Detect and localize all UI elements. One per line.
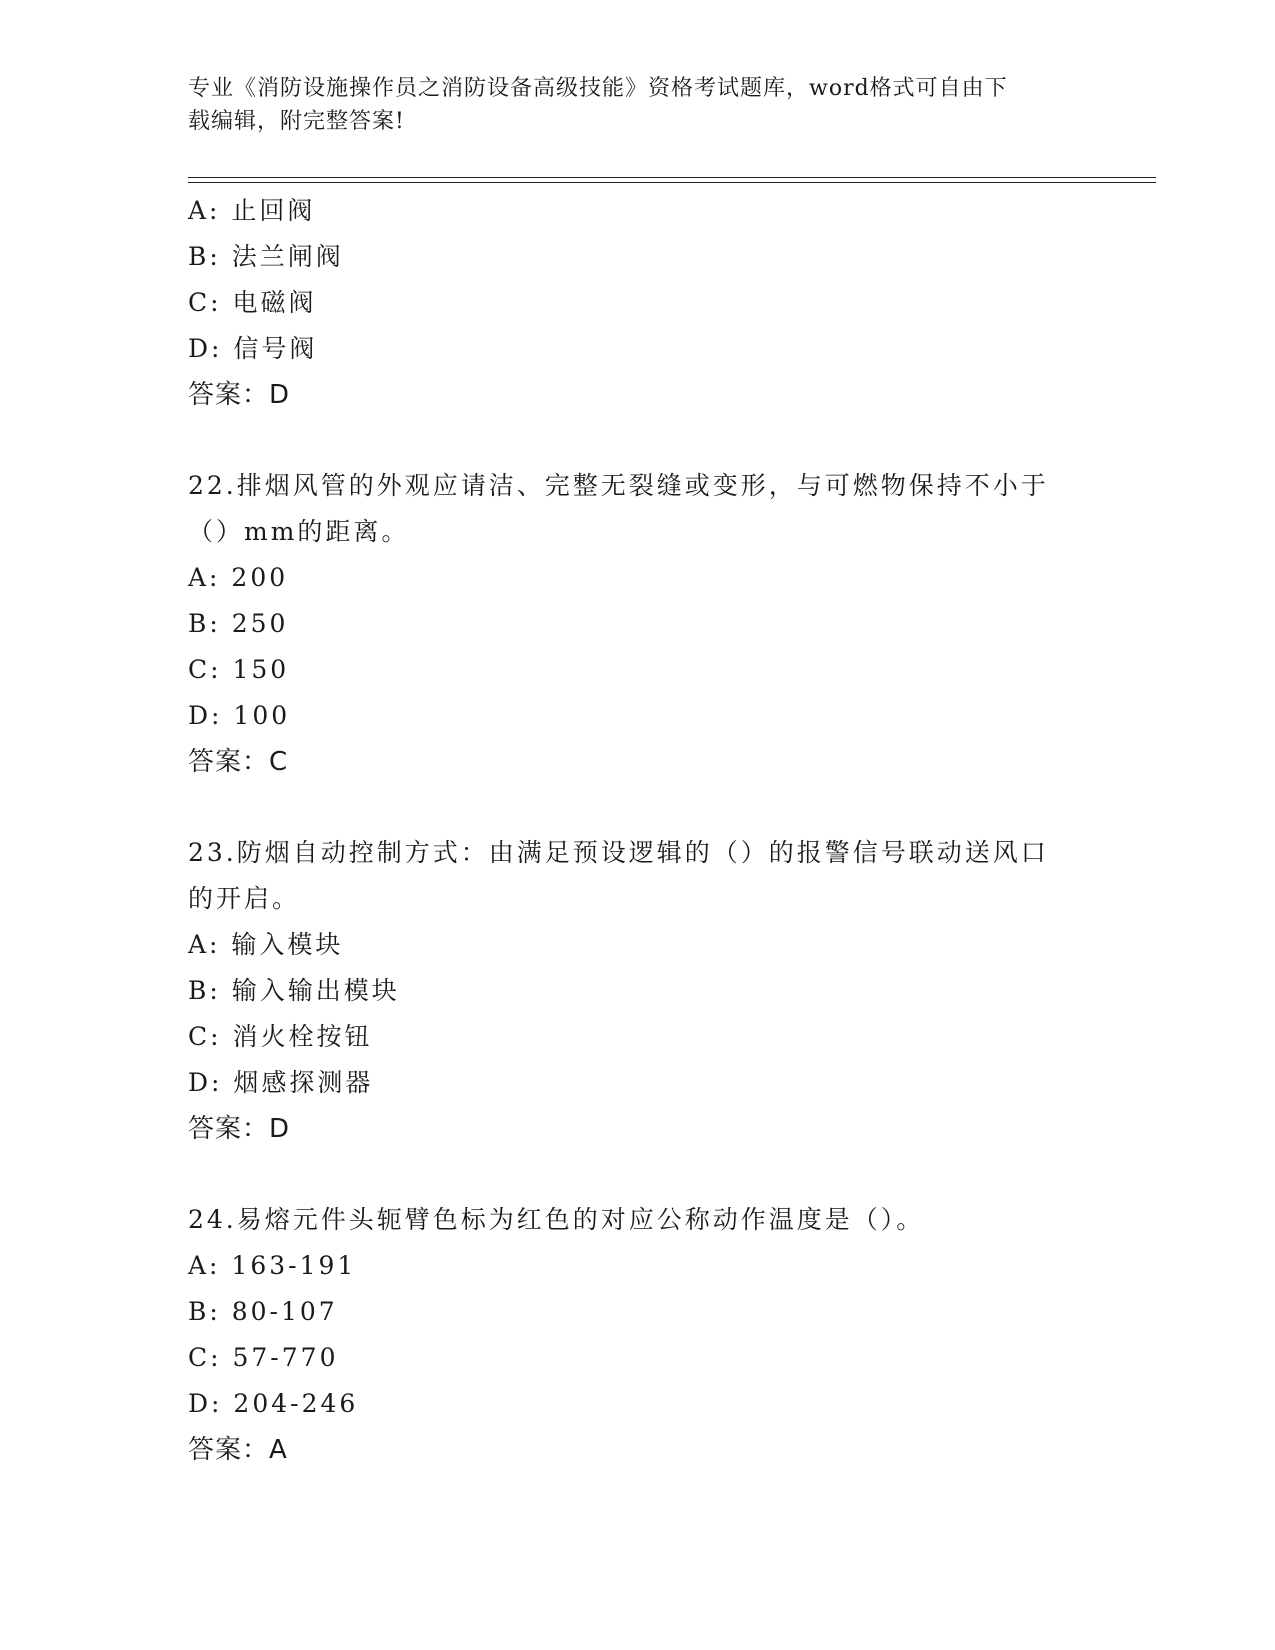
question-list bbox=[188, 188, 1088, 1473]
option-c: C: 150 bbox=[188, 655, 290, 684]
answer-line: 答案：C bbox=[188, 747, 289, 777]
spacer bbox=[188, 418, 1088, 463]
option-a: A: 200 bbox=[188, 563, 289, 592]
question-text-line-2: （）mm的距离。 bbox=[188, 517, 410, 546]
answer-line: 答案：D bbox=[188, 1114, 291, 1144]
option-b: B: 法兰闸阀 bbox=[188, 242, 344, 271]
question-block-21 bbox=[188, 188, 1088, 418]
question-text-line-2: 的开启。 bbox=[188, 884, 301, 913]
option-b: B: 250 bbox=[188, 609, 289, 638]
question-block-23 bbox=[188, 830, 1088, 1152]
header-divider-top bbox=[188, 177, 1156, 178]
option-d: D: 100 bbox=[188, 701, 291, 730]
option-d: D: 204-246 bbox=[188, 1389, 359, 1418]
answer-line: 答案：A bbox=[188, 1435, 288, 1465]
option-c: C: 电磁阀 bbox=[188, 288, 317, 317]
intro-line-1: 专业《消防设施操作员之消防设备高级技能》资格考试题库，word格式可自由下 bbox=[188, 76, 1008, 101]
option-a: A: 输入模块 bbox=[188, 930, 344, 959]
question-block-24 bbox=[188, 1197, 1088, 1473]
document-intro bbox=[188, 72, 1068, 138]
question-text-line-1: 24.易熔元件头轭臂色标为红色的对应公称动作温度是（）。 bbox=[188, 1205, 925, 1234]
question-block-22 bbox=[188, 463, 1088, 785]
intro-line-2: 载编辑，附完整答案! bbox=[188, 109, 405, 134]
header-divider-bottom bbox=[188, 182, 1156, 183]
option-b: B: 80-107 bbox=[188, 1297, 338, 1326]
question-text-line-1: 23.防烟自动控制方式：由满足预设逻辑的（）的报警信号联动送风口 bbox=[188, 838, 1049, 867]
answer-line: 答案：D bbox=[188, 380, 291, 410]
option-b: B: 输入输出模块 bbox=[188, 976, 400, 1005]
spacer bbox=[188, 785, 1088, 830]
question-text-line-1: 22.排烟风管的外观应请洁、完整无裂缝或变形，与可燃物保持不小于 bbox=[188, 471, 1049, 500]
option-a: A: 止回阀 bbox=[188, 196, 316, 225]
option-d: D: 信号阀 bbox=[188, 334, 318, 363]
option-a: A: 163-191 bbox=[188, 1251, 357, 1280]
option-d: D: 烟感探测器 bbox=[188, 1068, 374, 1097]
spacer bbox=[188, 1152, 1088, 1197]
option-c: C: 消火栓按钮 bbox=[188, 1022, 373, 1051]
option-c: C: 57-770 bbox=[188, 1343, 339, 1372]
